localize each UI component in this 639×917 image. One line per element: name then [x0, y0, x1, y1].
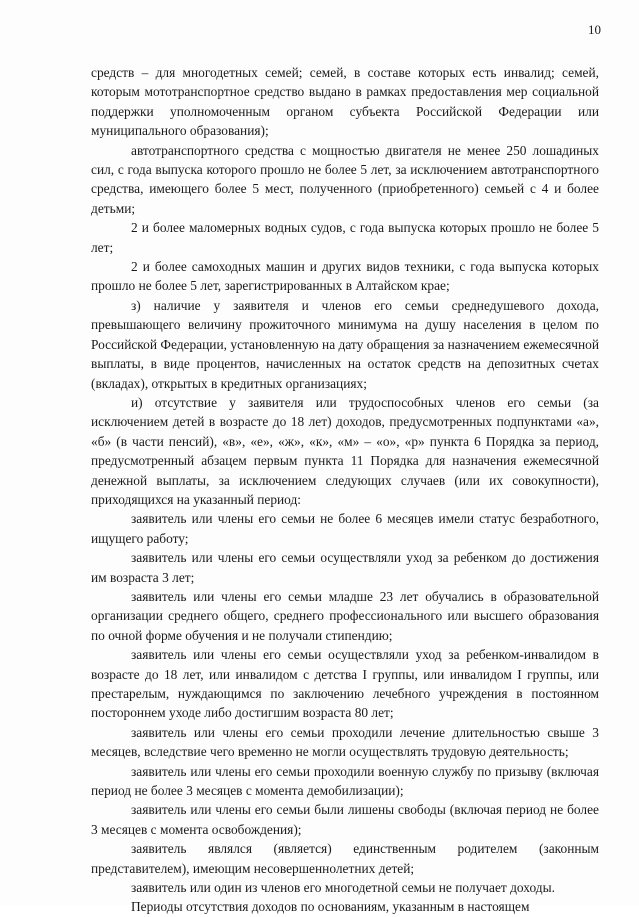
paragraph: средств – для многодетных семей; семей, в составе которых есть инвалид; семей, которым мототранспортное средство выдано в рамках предоставления мер социальной поддержки уполномоченным органом субъекта Российской Федерации или муниципального образования);: [91, 65, 599, 139]
paragraph: заявитель или члены его семьи осуществляли уход за ребенком до достижения им возраста 3 лет;: [91, 550, 599, 585]
paragraph: и) отсутствие у заявителя или трудоспособных членов его семьи (за исключением детей в возрасте до 18 лет) доходов, предусмотренных подпунктами «а», «б» (в части пенсий), «в», «е», «ж», «к», «м» – «о», «р» пункта 6 Порядка за период, предусмотренный абзацем первым пункта 11 Порядка для назначения ежемесячной денежной выплаты, за исключением следующих случаев (или их совокупности), приходящихся на указанный период:: [91, 394, 599, 507]
document-body: [91, 63, 599, 917]
paragraph: заявитель являлся (является) единственным родителем (законным представителем), имеющим несовершеннолетних детей;: [91, 841, 599, 876]
paragraph: 2 и более маломерных водных судов, с года выпуска которых прошло не более 5 лет;: [91, 220, 599, 255]
paragraph: автотранспортного средства с мощностью двигателя не менее 250 лошадиных сил, с года выпуска которого прошло не более 5 лет, за исключением автотранспортного средства, имеющего более 5 мест, полученного (приобретенного) семьей с 4 и более детьми;: [91, 142, 599, 216]
paragraph: 2 и более самоходных машин и других видов техники, с года выпуска которых прошло не более 5 лет, зарегистрированных в Алтайском крае;: [91, 259, 599, 294]
paragraph: заявитель или члены его семьи осуществляли уход за ребенком-инвалидом в возрасте до 18 лет, или инвалидом с детства I группы, или инвалидом I группы, или престарелым, нуждающимся по заключению лечебного учреждения в постоянном постороннем уходе либо достигшим возраста 80 лет;: [91, 647, 599, 721]
paragraph: Периоды отсутствия доходов по основаниям, указанным в настоящем: [131, 899, 530, 915]
paragraph: заявитель или члены его семьи проходили военную службу по призыву (включая период не более 3 месяцев с момента демобилизации);: [91, 763, 599, 799]
paragraph: заявитель или члены его семьи были лишены свободы (включая период не более 3 месяцев с момента освобождения);: [91, 802, 599, 837]
paragraph: заявитель или один из членов его многодетной семьи не получает доходы.: [131, 880, 555, 896]
paragraph: заявитель или члены его семьи младше 23 лет обучались в образовательной организации среднего общего, среднего профессионального или высшего образования по очной форме обучения и не получали стипендию;: [91, 588, 599, 643]
page-number: 10: [588, 22, 601, 37]
paragraph: з) наличие у заявителя и членов его семьи среднедушевого дохода, превышающего величину прожиточного минимума на душу населения в целом по Российской Федерации, установленную на дату обращения за назначением ежемесячной выплаты, в виде процентов, начисленных на остаток средств на депозитных счетах (вкладах), открытых в кредитных организациях;: [91, 297, 599, 391]
paragraph: заявитель или члены его семьи не более 6 месяцев имели статус безработного, ищущего работу;: [91, 511, 599, 546]
paragraph: заявитель или члены его семьи проходили лечение длительностью свыше 3 месяцев, вследствие чего временно не могли осуществлять трудовую деятельность;: [91, 724, 599, 760]
